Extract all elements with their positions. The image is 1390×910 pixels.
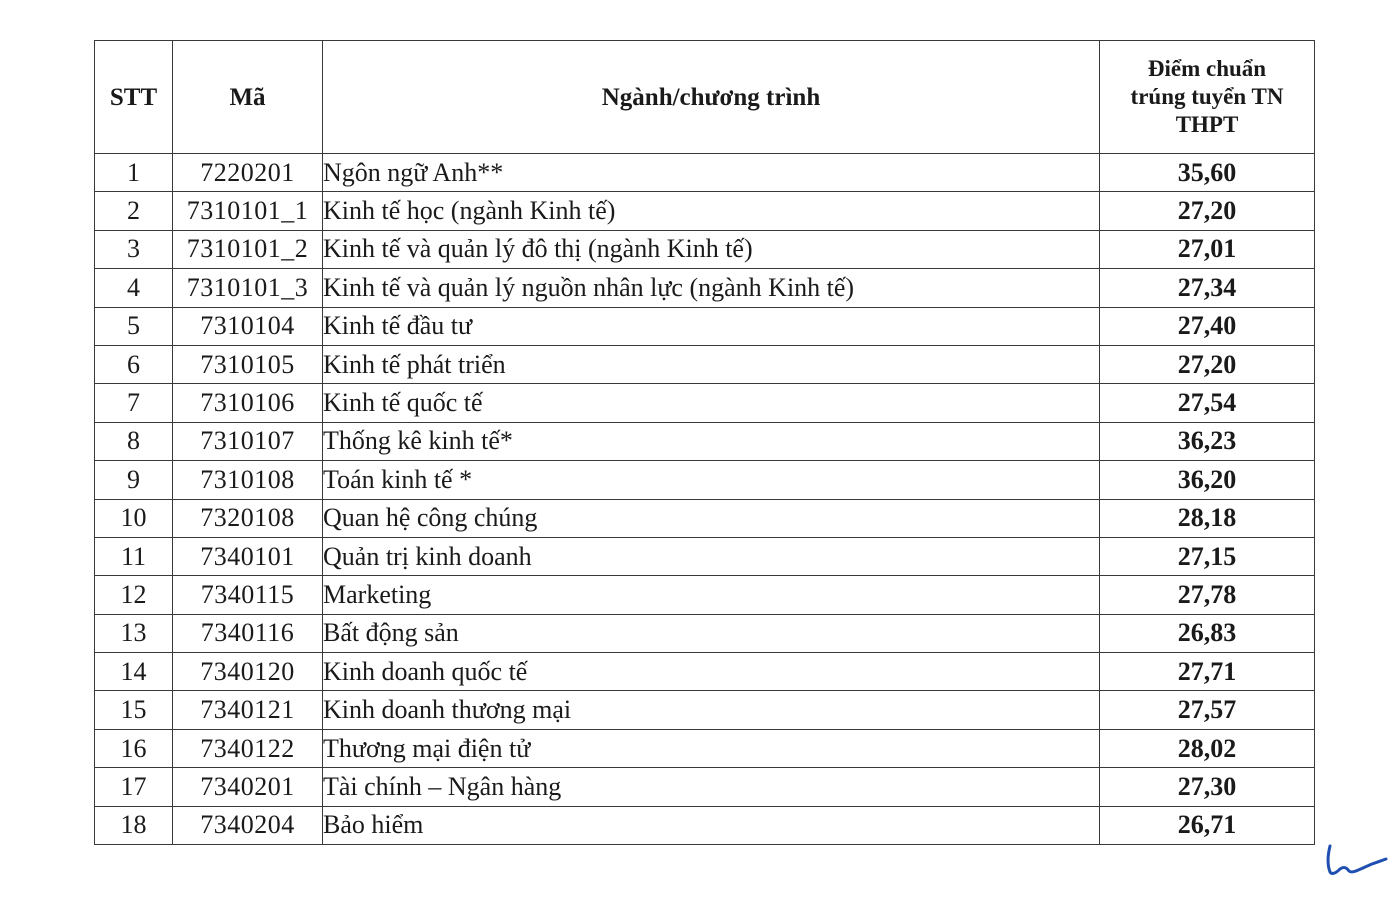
row-stt: 5 — [95, 307, 173, 345]
row-stt: 8 — [95, 422, 173, 460]
table-row — [95, 806, 1315, 844]
row-score: 27,78 — [1100, 576, 1315, 614]
header-code: Mã — [173, 41, 323, 154]
row-stt: 7 — [95, 384, 173, 422]
header-stt: STT — [95, 41, 173, 154]
row-program-name: Bất động sản — [323, 614, 1100, 652]
row-program-name: Tài chính – Ngân hàng — [323, 768, 1100, 806]
row-code: 7340122 — [173, 729, 323, 767]
row-program-name: Thương mại điện tử — [323, 729, 1100, 767]
table-row — [95, 192, 1315, 230]
table-row — [95, 345, 1315, 383]
row-score: 27,40 — [1100, 307, 1315, 345]
row-code: 7310107 — [173, 422, 323, 460]
row-code: 7310108 — [173, 461, 323, 499]
row-score: 27,20 — [1100, 192, 1315, 230]
header-score-line: THPT — [1175, 112, 1239, 137]
table-row — [95, 576, 1315, 614]
table-row — [95, 269, 1315, 307]
row-score: 26,71 — [1100, 806, 1315, 844]
admission-score-table — [94, 40, 1315, 845]
row-stt: 9 — [95, 461, 173, 499]
row-score: 26,83 — [1100, 614, 1315, 652]
row-stt: 17 — [95, 768, 173, 806]
row-program-name: Kinh tế và quản lý đô thị (ngành Kinh tế) — [323, 230, 1100, 268]
table-row — [95, 384, 1315, 422]
row-score: 27,57 — [1100, 691, 1315, 729]
row-stt: 1 — [95, 154, 173, 192]
table-row — [95, 230, 1315, 268]
row-code: 7310101_1 — [173, 192, 323, 230]
row-score: 27,71 — [1100, 653, 1315, 691]
row-score: 27,54 — [1100, 384, 1315, 422]
header-score-line: Điểm chuẩn — [1147, 56, 1267, 81]
table-row — [95, 307, 1315, 345]
table-header-row — [95, 41, 1315, 154]
row-program-name: Marketing — [323, 576, 1100, 614]
handwritten-initial-mark — [1322, 842, 1388, 878]
row-program-name: Kinh doanh quốc tế — [323, 653, 1100, 691]
table-row — [95, 422, 1315, 460]
table-row — [95, 768, 1315, 806]
row-program-name: Ngôn ngữ Anh** — [323, 154, 1100, 192]
row-program-name: Kinh tế quốc tế — [323, 384, 1100, 422]
row-score: 27,20 — [1100, 345, 1315, 383]
table-row — [95, 461, 1315, 499]
header-score-line: trúng tuyển TN — [1130, 84, 1284, 109]
row-program-name: Kinh tế phát triển — [323, 345, 1100, 383]
row-code: 7340116 — [173, 614, 323, 652]
table-row — [95, 154, 1315, 192]
row-stt: 4 — [95, 269, 173, 307]
row-stt: 15 — [95, 691, 173, 729]
row-stt: 2 — [95, 192, 173, 230]
row-program-name: Quan hệ công chúng — [323, 499, 1100, 537]
row-code: 7310104 — [173, 307, 323, 345]
table-row — [95, 537, 1315, 575]
row-code: 7340101 — [173, 537, 323, 575]
row-program-name: Kinh tế đầu tư — [323, 307, 1100, 345]
row-score: 28,02 — [1100, 729, 1315, 767]
table-row — [95, 499, 1315, 537]
header-program: Ngành/chương trình — [323, 41, 1100, 154]
row-program-name: Kinh doanh thương mại — [323, 691, 1100, 729]
row-code: 7340204 — [173, 806, 323, 844]
row-code: 7320108 — [173, 499, 323, 537]
row-program-name: Toán kinh tế * — [323, 461, 1100, 499]
row-code: 7340120 — [173, 653, 323, 691]
header-score — [1100, 41, 1315, 154]
row-stt: 14 — [95, 653, 173, 691]
row-stt: 3 — [95, 230, 173, 268]
row-score: 28,18 — [1100, 499, 1315, 537]
row-stt: 16 — [95, 729, 173, 767]
row-stt: 12 — [95, 576, 173, 614]
table-row — [95, 614, 1315, 652]
row-stt: 6 — [95, 345, 173, 383]
row-score: 27,15 — [1100, 537, 1315, 575]
row-code: 7340121 — [173, 691, 323, 729]
row-score: 35,60 — [1100, 154, 1315, 192]
row-score: 36,20 — [1100, 461, 1315, 499]
row-program-name: Kinh tế và quản lý nguồn nhân lực (ngành Kinh tế) — [323, 269, 1100, 307]
row-program-name: Thống kê kinh tế* — [323, 422, 1100, 460]
row-program-name: Kinh tế học (ngành Kinh tế) — [323, 192, 1100, 230]
table-row — [95, 691, 1315, 729]
row-code: 7340201 — [173, 768, 323, 806]
row-program-name: Bảo hiểm — [323, 806, 1100, 844]
row-code: 7310106 — [173, 384, 323, 422]
table-row — [95, 729, 1315, 767]
row-score: 27,34 — [1100, 269, 1315, 307]
row-code: 7310101_2 — [173, 230, 323, 268]
row-score: 27,01 — [1100, 230, 1315, 268]
row-program-name: Quản trị kinh doanh — [323, 537, 1100, 575]
row-stt: 11 — [95, 537, 173, 575]
row-code: 7220201 — [173, 154, 323, 192]
row-code: 7310105 — [173, 345, 323, 383]
table-row — [95, 653, 1315, 691]
row-code: 7310101_3 — [173, 269, 323, 307]
row-code: 7340115 — [173, 576, 323, 614]
row-stt: 18 — [95, 806, 173, 844]
row-score: 36,23 — [1100, 422, 1315, 460]
row-score: 27,30 — [1100, 768, 1315, 806]
row-stt: 10 — [95, 499, 173, 537]
row-stt: 13 — [95, 614, 173, 652]
table-body — [95, 154, 1315, 845]
